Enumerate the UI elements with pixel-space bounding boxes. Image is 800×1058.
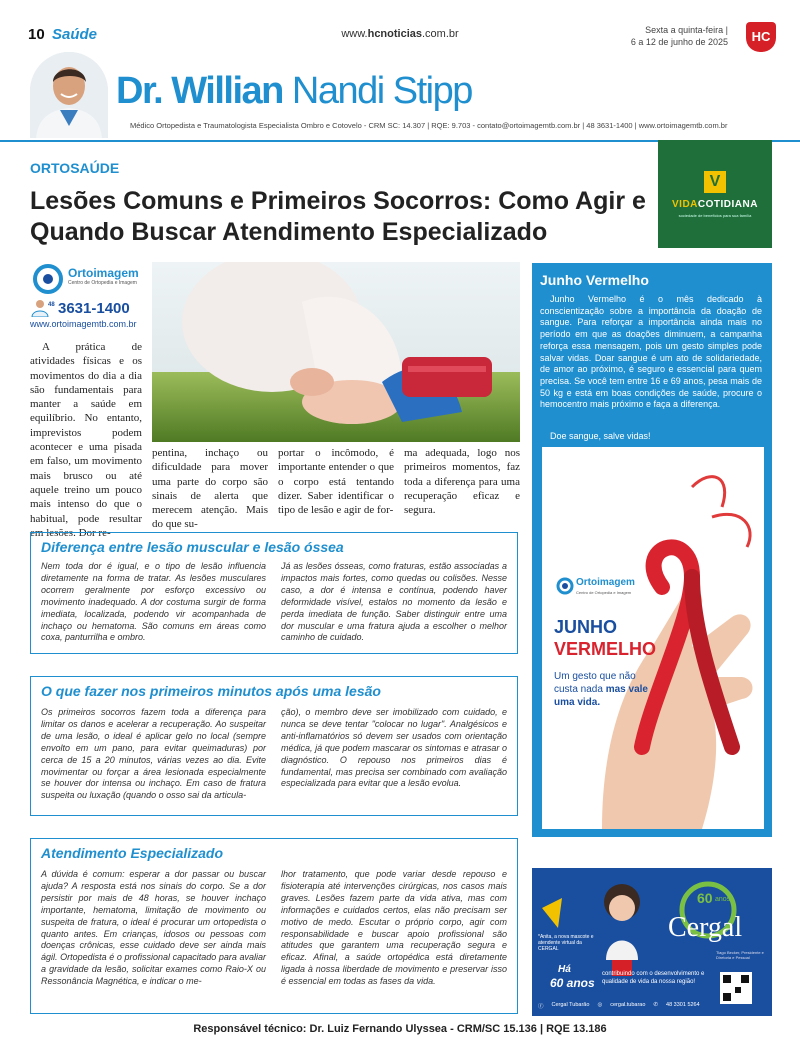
box-1-title: Diferença entre lesão muscular e lesão óssea	[41, 539, 344, 555]
jv-ad-brand: Ortoimagem	[576, 577, 635, 588]
ortoimagem-phone[interactable]: 3631-1400	[58, 300, 130, 317]
section-name: Saúde	[52, 26, 98, 43]
site-url[interactable]	[300, 28, 500, 40]
box-first-minutes	[30, 676, 518, 816]
date-line-1: Sexta a quinta-feira |	[645, 25, 728, 35]
junho-vermelho-closing: Doe sangue, salve vidas!	[550, 431, 651, 441]
vida-tagline: sociedade de benefícios para sua família	[678, 212, 752, 218]
columnist-name	[116, 70, 472, 113]
article-headline: Lesões Comuns e Primeiros Socorros: Como Agir e Quando Buscar Atendimento Especializado	[30, 187, 646, 246]
cergal-years-word: anos	[715, 896, 731, 903]
jv-ad-logo-icon	[556, 577, 574, 595]
edition-date	[631, 24, 728, 48]
jv-ad-heading-1: JUNHO	[554, 617, 618, 637]
jv-ad-tagline-1: Um gesto que não	[554, 671, 636, 682]
cergal-hi: Há	[558, 964, 571, 975]
cergal-slogan: contribuindo com o desenvolvimento e qualidade de vida da nossa região!	[602, 971, 705, 985]
hc-logo: HC	[746, 22, 776, 52]
cergal-instagram[interactable]: cergal.tubarao	[610, 1002, 646, 1008]
box-3-left-text: A dúvida é comum: esperar a dor passar ou buscar ajuda? A resposta está nos sinais do corpo. Se a dor persistir por mais de 48 horas, se houver inchaço importante, hematoma, limitação de movimento ou suspeita de fratura, o ideal é procurar um ortopedista o quanto antes. Em crianças, idosos ou pessoas com doenças crônicas, esse cuidado deve ser ainda mais ágil. Ortopedista é o profissional capacitado para avaliar a gravidade da lesão, solicitar exames como Raio-X ou Ressonância Magnética, e indicar o me-	[41, 869, 266, 987]
name-light: Nandi Stipp	[282, 70, 472, 112]
box-2-title: O que fazer nos primeiros minutos após uma lesão	[41, 683, 381, 699]
jv-ad-tagline-3: uma vida.	[554, 697, 601, 708]
jv-ad-tagline-2b: mas vale	[605, 684, 648, 695]
box-specialized-care	[30, 838, 518, 1014]
cergal-side-note: Tiago Becker, Presidente e Diretoria e Pessoal	[716, 950, 764, 960]
cergal-contacts	[538, 1002, 768, 1010]
site-brand: hcnoticias	[367, 28, 422, 40]
doctor-mascot-icon	[30, 299, 50, 317]
article-kicker: ORTOSAÚDE	[30, 160, 120, 176]
junho-vermelho-ad[interactable]	[542, 447, 764, 829]
page-number: 10	[28, 26, 45, 43]
columnist-portrait	[30, 52, 108, 138]
junho-vermelho-title: Junho Vermelho	[540, 272, 649, 288]
ortoimagem-name: Ortoimagem	[68, 266, 139, 280]
jv-ad-heading-2: VERMELHO	[554, 639, 657, 659]
vida-cotidiana-ad[interactable]	[658, 140, 772, 248]
article-column-3: portar o incômodo, é importante entender o que o corpo está tentando dizer. Saber identificar o tipo de lesão e agir de for-	[278, 447, 394, 517]
article-column-1: A prática de atividades físicas e os movimentos do dia a dia são fundamentais para manter a saúde em equilíbrio. No entanto, imprevistos podem acontecer e uma pisada em falso, um movimento mais brusco ou até aquele treino um pouco mais intenso do que o habitual, pode resultar em lesões. Dor re-	[30, 341, 142, 539]
footer-responsible: Responsável técnico: Dr. Luiz Fernando Ulyssea - CRM/SC 15.136 | RQE 13.186	[193, 1023, 607, 1035]
vida-logo-mark: V	[704, 171, 726, 193]
box-2-right-text: ção), o membro deve ser imobilizado com cuidado, e nunca se deve tentar "colocar no lugar". Analgésicos e anti-inflamatórios só devem ser usados com orientação médica, já que podem mascarar os sintomas e atrasar o diagnóstico. O repouso nos primeiros dias é fundamental, mas precisa ser combinado com avaliação especializada para evitar que a lesão evolua.	[281, 707, 507, 789]
instagram-icon: ◎	[597, 1002, 603, 1008]
junho-vermelho-body: Junho Vermelho é o mês dedicado à conscientização sobre a importância da doação de sangue. Para reforçar a importância ainda mais no período em que as doações diminuem, a campanha reforça essa mensagem, pois um gesto simples pode salvar vidas. Doar sangue é um ato de solidariedade, de amor ao próximo, é seguro e essencial para quem precisa. Se você tem entre 16 e 69 anos, pesa mais de 50 kg e está em boas condições de saúde, procure o hemocentro mais próximo e faça a diferença.	[540, 294, 762, 410]
jv-ad-tagline-2	[554, 684, 648, 695]
box-1-right-text: Já as lesões ósseas, como fraturas, estão associadas a impactos mais fortes, como quedas ou colisões. Nesse caso, a dor é intensa e contínua, podendo haver deformidade visível, estalos no momento da lesão e perda imediata de função. Saber distinguir entre uma dor muscular e uma fratura ajuda a escolher o melhor caminho de cuidado.	[281, 561, 507, 643]
jv-ad-brand-tagline: Centro de Ortopedia e Imagem	[576, 590, 632, 595]
ortoimagem-url[interactable]: www.ortoimagemtb.com.br	[30, 319, 137, 329]
cergal-ad[interactable]	[532, 868, 772, 1016]
cergal-years: 60	[697, 890, 713, 906]
site-suffix: .com.br	[422, 28, 459, 40]
cergal-phone[interactable]: 48 3301 5264	[666, 1002, 700, 1008]
article-column-2: pentina, inchaço ou dificuldade para mover uma parte do corpo são sinais de alerta que merecem atenção. Mais do que su-	[152, 447, 268, 531]
jv-ad-tagline-2a: custa nada	[554, 684, 606, 695]
article-column-4: ma adequada, logo nos primeiros momentos, faz toda a diferença para uma recuperação eficaz e segura.	[404, 447, 520, 517]
article-photo	[152, 262, 520, 442]
vida-logo-text	[672, 199, 758, 210]
name-bold: Dr. Willian	[116, 70, 283, 112]
facebook-icon: ⓕ	[538, 1004, 544, 1010]
box-3-title: Atendimento Especializado	[41, 845, 224, 861]
vida-logo-a: VIDA	[672, 198, 698, 210]
site-prefix: www.	[341, 28, 368, 40]
box-muscle-vs-bone	[30, 532, 518, 654]
box-2-left-text: Os primeiros socorros fazem toda a diferença para limitar os danos e acelerar a recuperação. Ao suspeitar de uma lesão, o ideal é aplicar gelo no local (sempre envolto em um pano, para evitar queimaduras) por cerca de 15 a 20 minutos, várias vezes ao dia. Evite movimentar ou forçar a área lesionada especialmente se houver dor intensa ou inchaço. Em caso de fratura suspeita ou luxação (quando o osso sai da articula-	[41, 707, 266, 801]
ortoimagem-phone-prefix: 48	[48, 302, 55, 308]
cergal-mascot-note: *Anita, a nova mascote e atendente virtual da CERGAL	[538, 934, 594, 952]
ortoimagem-tagline: Centro de Ortopedia e Imagem	[68, 280, 137, 286]
columnist-credentials: Médico Ortopedista e Traumatologista Especialista Ombro e Cotovelo - CRM SC: 14.307 | RQE: 9.703 - contato@ortoimagemtb.com.br | 48 3631-1400 | www.ortoimagemtb.com.br	[130, 121, 728, 130]
box-1-left-text: Nem toda dor é igual, e o tipo de lesão influencia diretamente na forma de tratar. As lesões musculares ocorrem geralmente por esforço excessivo ou movimento inadequado. A dor costuma surgir de forma imediata, localizada, podendo vir acompanhada de inchaço ou hematoma. São comuns em áreas como coxa, panturrilha e ombro.	[41, 561, 266, 643]
ortoimagem-logo-icon	[32, 264, 64, 294]
cergal-facebook[interactable]: Cergal Tubarão	[551, 1002, 590, 1008]
whatsapp-icon: ✆	[653, 1002, 659, 1008]
date-line-2: 6 a 12 de junho de 2025	[630, 37, 728, 47]
box-3-right-text: lhor tratamento, que pode variar desde repouso e fisioterapia até intervenções cirúrgicas, nos casos mais graves. Lesões fazem parte da vida ativa, mas com informações e cuidados certos, elas não precisam ser motivo de medo. Escutar o próprio corpo, agir com responsabilidade e buscar apoio profissional são atitudes que garantem uma recuperação segura e eficaz. Afinal, a saúde ortopédica está diretamente ligada à nossa liberdade de movimento e preservar isso é essencial em todas as fases da vida.	[281, 869, 507, 987]
cergal-brand: Cergal	[668, 912, 743, 943]
cergal-hi-years: 60 anos	[550, 976, 595, 990]
vida-logo-b: COTIDIANA	[697, 198, 758, 210]
